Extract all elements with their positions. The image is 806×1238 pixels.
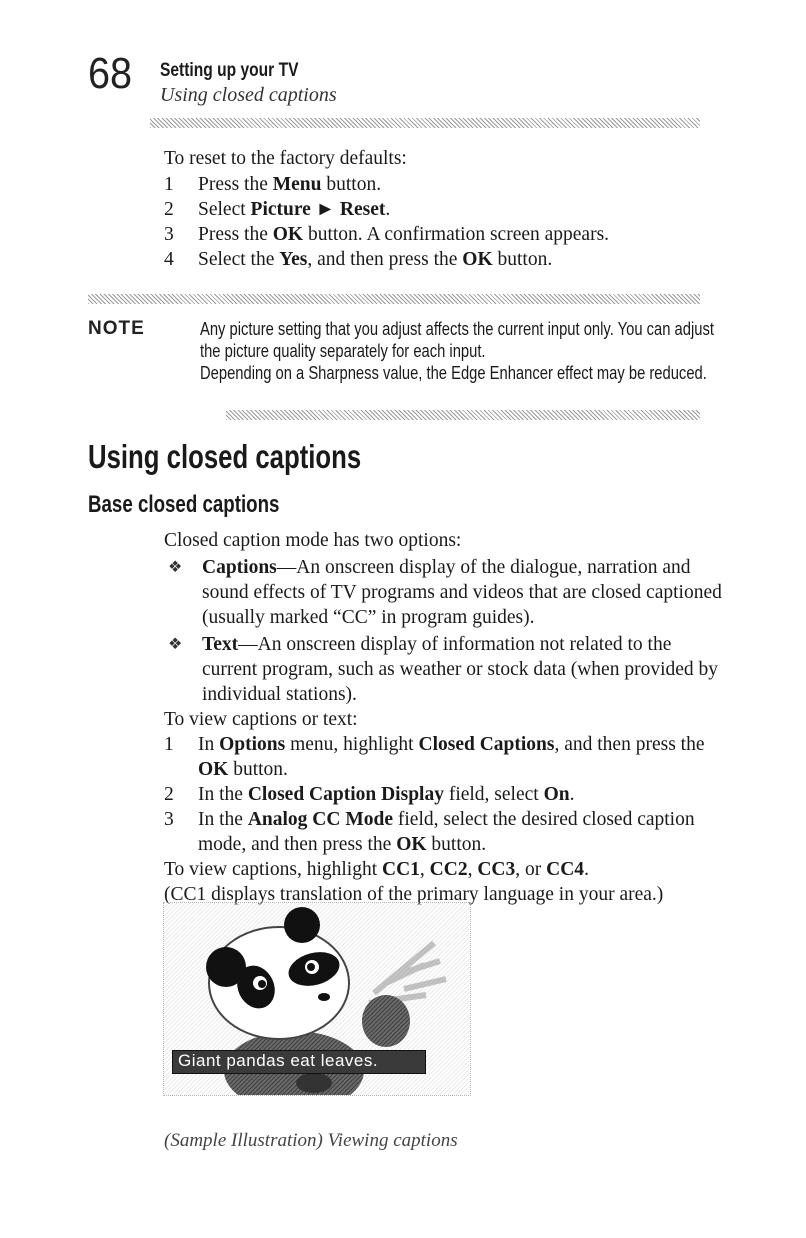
step-number: 3: [164, 809, 174, 830]
step-text: In Options menu, highlight Closed Captions, and then press the OK button.: [198, 734, 705, 780]
caption-step: [164, 782, 724, 807]
step-number: 1: [164, 174, 174, 195]
page-number: 68: [88, 49, 133, 98]
reset-step: [164, 172, 724, 197]
bullet-item: [164, 555, 724, 630]
note-top-rule: [88, 294, 700, 304]
diamond-bullet-icon: ❖: [168, 559, 183, 576]
note-text: [200, 318, 725, 384]
bullet-text: Captions—An onscreen display of the dialogue, narration and sound effects of TV programs and videos that are closed captioned (usually marked “CC” in program guides).: [202, 557, 722, 628]
step-number: 4: [164, 249, 174, 270]
reset-step: [164, 197, 724, 222]
cc1-note: (CC1 displays translation of the primary language in your area.): [164, 884, 664, 905]
caption-step: [164, 732, 724, 782]
step-text: In the Analog CC Mode field, select the desired closed caption mode, and then press the OK button.: [198, 809, 695, 855]
step-number: 2: [164, 199, 174, 220]
captions-content: [164, 528, 724, 907]
step-text: Select Picture ► Reset.: [198, 199, 391, 220]
caption-step: [164, 807, 724, 857]
reset-step: [164, 222, 724, 247]
caption-overlay-text: Giant pandas eat leaves.: [178, 1051, 379, 1070]
header-rule: [150, 118, 700, 128]
step-text: Press the Menu button.: [198, 174, 382, 195]
note-paragraph: Any picture setting that you adjust affects the current input only. You can adjust the picture quality separately for each input.: [200, 319, 714, 361]
reset-intro: To reset to the factory defaults:: [164, 148, 407, 169]
reset-steps: [164, 172, 724, 272]
bullet-text: Text—An onscreen display of information not related to the current program, such as weather or stock data (when provided by individual stations).: [202, 634, 719, 705]
step-number: 1: [164, 734, 174, 755]
step-number: 3: [164, 224, 174, 245]
step-number: 2: [164, 784, 174, 805]
view-captions-line: To view captions, highlight CC1, CC2, CC3, or CC4.: [164, 859, 589, 880]
chapter-title: Setting up your TV: [160, 60, 299, 81]
reset-step: [164, 247, 724, 272]
view-intro: To view captions or text:: [164, 709, 358, 730]
note-paragraph: Depending on a Sharpness value, the Edge Enhancer effect may be reduced.: [200, 363, 707, 383]
step-text: Press the OK button. A confirmation screen appears.: [198, 224, 610, 245]
section-title: Using closed captions: [88, 438, 362, 475]
step-text: In the Closed Caption Display field, select On.: [198, 784, 575, 805]
subsection-title: Base closed captions: [88, 491, 280, 518]
diamond-bullet-icon: ❖: [168, 636, 183, 653]
note-bottom-rule: [226, 410, 700, 420]
step-text: Select the Yes, and then press the OK button.: [198, 249, 553, 270]
figure-caption: (Sample Illustration) Viewing captions: [164, 1130, 458, 1151]
section-subtitle: Using closed captions: [160, 84, 337, 106]
bullet-item: [164, 632, 724, 707]
note-label: NOTE: [88, 318, 145, 339]
captions-intro: Closed caption mode has two options:: [164, 530, 462, 551]
